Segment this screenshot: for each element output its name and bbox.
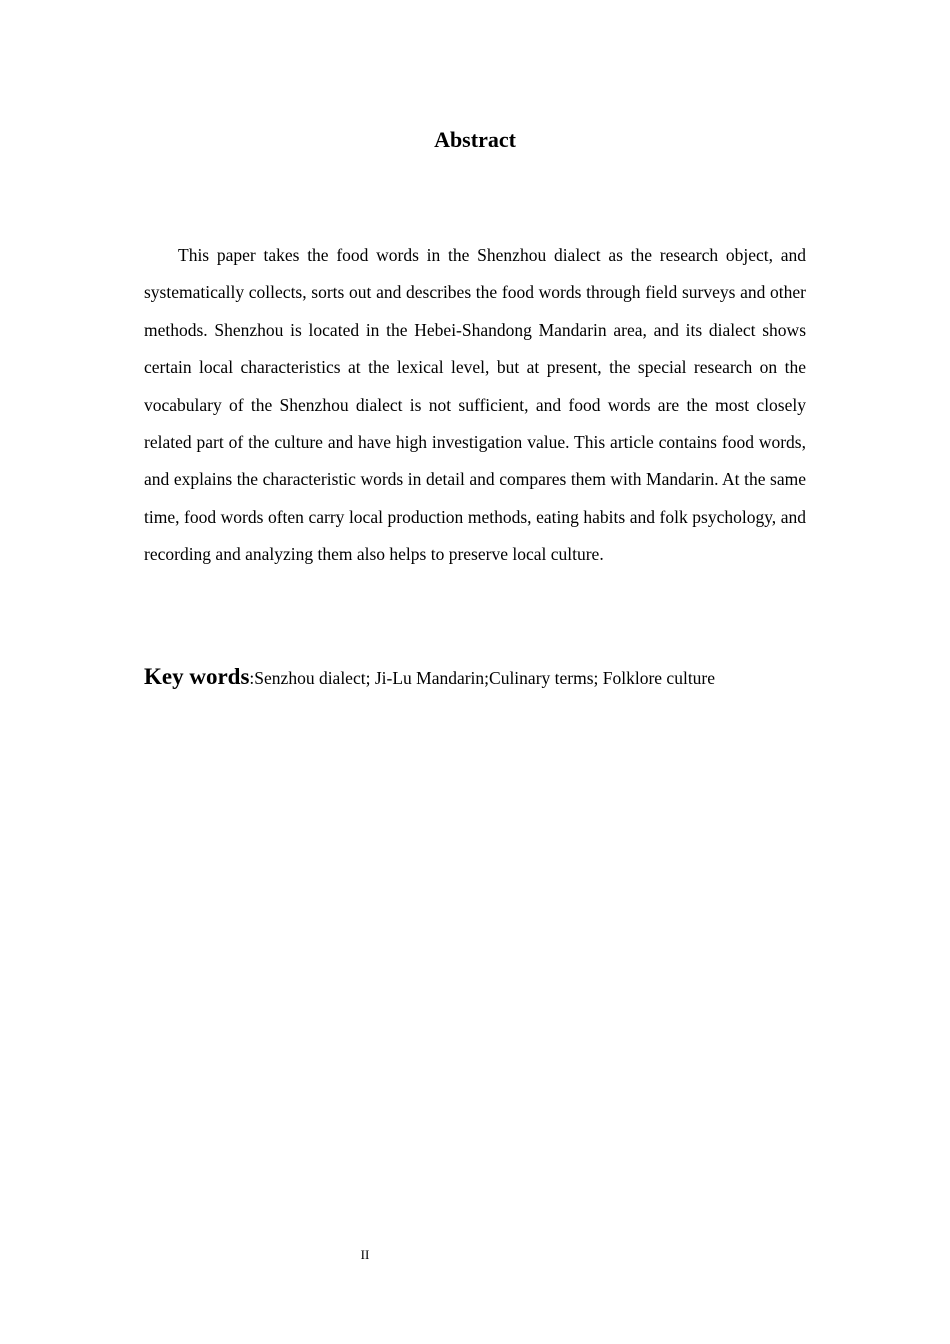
keywords-separator: : <box>249 668 255 688</box>
keywords-label: Key words <box>144 664 250 689</box>
keywords-values: Senzhou dialect; Ji-Lu Mandarin;Culinary terms; Folklore culture <box>254 668 716 688</box>
keywords-line <box>144 660 844 697</box>
page-title: Abstract <box>434 127 516 152</box>
abstract-paragraph: This paper takes the food words in the Shenzhou dialect as the research object, and systematically collects, sorts out and describes the food words through field surveys and other methods. Shenzhou is located in the Hebei-Shandong Mandarin area, and its dialect shows certain local characteristics at the lexical level, but at present, the special research on the vocabulary of the Shenzhou dialect is not sufficient, and food words are the most closely related part of the culture and have high investigation value. This article contains food words, and explains the characteristic words in detail and compares them with Mandarin. At the same time, food words often carry local production methods, eating habits and folk psychology, and recording and analyzing them also helps to preserve local culture. <box>144 245 806 565</box>
page-number: II <box>360 1247 370 1262</box>
